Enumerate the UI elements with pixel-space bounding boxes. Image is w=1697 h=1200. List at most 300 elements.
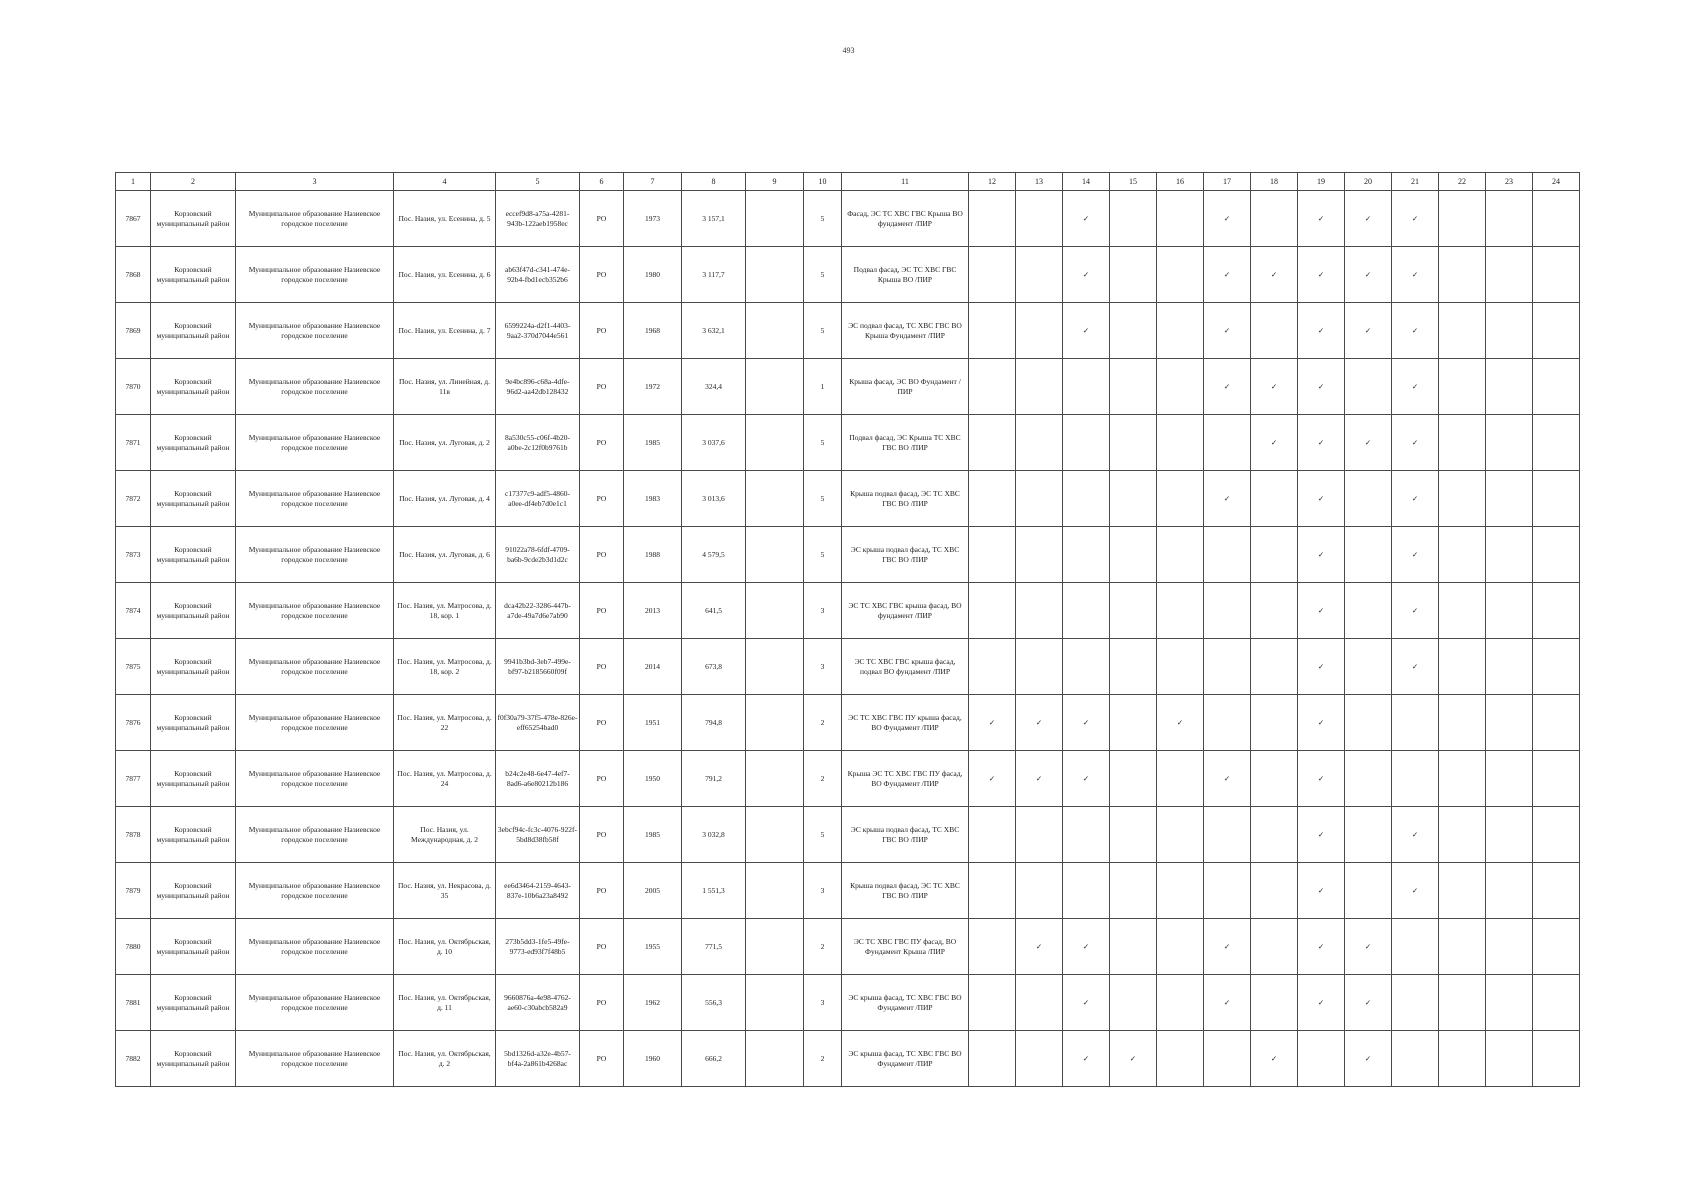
checkmark-icon: ✓ [1392, 471, 1439, 527]
municipality-cell: Муниципальное образование Назиевское городское поселение [236, 415, 394, 471]
floors-cell: 1 [804, 359, 842, 415]
column-header-20: 20 [1345, 173, 1392, 191]
type-cell: РО [580, 415, 624, 471]
empty-cell [1110, 527, 1157, 583]
district-cell: Корзовский муниципальный район [151, 695, 236, 751]
floors-cell: 2 [804, 919, 842, 975]
empty-cell [1439, 751, 1486, 807]
row-number-cell: 7881 [116, 975, 151, 1031]
checkmark-icon: ✓ [1392, 583, 1439, 639]
empty-cell [1157, 415, 1204, 471]
type-cell: РО [580, 247, 624, 303]
empty-cell-col9 [746, 863, 804, 919]
empty-cell [1439, 583, 1486, 639]
empty-cell [1110, 471, 1157, 527]
floors-cell: 5 [804, 247, 842, 303]
address-cell: Пос. Назия, ул. Есенина, д. 7 [394, 303, 496, 359]
empty-cell [969, 975, 1016, 1031]
empty-cell [1063, 639, 1110, 695]
checkmark-icon: ✓ [1298, 639, 1345, 695]
guid-cell: 9e4bc896-c68a-4dfe-96d2-aa42db128432 [496, 359, 580, 415]
district-cell: Корзовский муниципальный район [151, 919, 236, 975]
municipality-cell: Муниципальное образование Назиевское городское поселение [236, 247, 394, 303]
empty-cell [1110, 863, 1157, 919]
year-cell: 1950 [624, 751, 682, 807]
area-cell: 1 551,3 [682, 863, 746, 919]
column-header-14: 14 [1063, 173, 1110, 191]
empty-cell [1063, 471, 1110, 527]
municipality-cell: Муниципальное образование Назиевское городское поселение [236, 751, 394, 807]
empty-cell-col9 [746, 1031, 804, 1087]
row-number-cell: 7871 [116, 415, 151, 471]
checkmark-icon: ✓ [1392, 527, 1439, 583]
page-number: 493 [842, 46, 855, 55]
empty-cell [1486, 975, 1533, 1031]
type-cell: РО [580, 359, 624, 415]
empty-cell [1439, 863, 1486, 919]
checkmark-icon: ✓ [1298, 527, 1345, 583]
empty-cell [1157, 527, 1204, 583]
row-number-cell: 7876 [116, 695, 151, 751]
empty-cell [1439, 807, 1486, 863]
type-cell: РО [580, 303, 624, 359]
floors-cell: 5 [804, 471, 842, 527]
table-row [116, 863, 1580, 919]
empty-cell [1439, 415, 1486, 471]
empty-cell [1157, 863, 1204, 919]
empty-cell [969, 527, 1016, 583]
empty-cell [1345, 863, 1392, 919]
empty-cell [1251, 191, 1298, 247]
type-cell: РО [580, 807, 624, 863]
row-number-cell: 7872 [116, 471, 151, 527]
year-cell: 1968 [624, 303, 682, 359]
empty-cell [1157, 191, 1204, 247]
empty-cell-col9 [746, 751, 804, 807]
table-row [116, 1031, 1580, 1087]
column-header-1: 1 [116, 173, 151, 191]
empty-cell [1486, 1031, 1533, 1087]
empty-cell [969, 359, 1016, 415]
empty-cell [1016, 247, 1063, 303]
empty-cell [1533, 359, 1580, 415]
empty-cell [1157, 975, 1204, 1031]
row-number-cell: 7869 [116, 303, 151, 359]
guid-cell: ab63f47d-c341-474e-92b4-fbd1ecb352b6 [496, 247, 580, 303]
checkmark-icon: ✓ [1298, 695, 1345, 751]
checkmark-icon: ✓ [1063, 303, 1110, 359]
empty-cell [1016, 807, 1063, 863]
row-number-cell: 7868 [116, 247, 151, 303]
table-row [116, 807, 1580, 863]
table-row [116, 975, 1580, 1031]
checkmark-icon: ✓ [1392, 247, 1439, 303]
column-header-18: 18 [1251, 173, 1298, 191]
checkmark-icon: ✓ [1251, 1031, 1298, 1087]
checkmark-icon: ✓ [1204, 359, 1251, 415]
table-row [116, 471, 1580, 527]
empty-cell [1345, 471, 1392, 527]
column-header-17: 17 [1204, 173, 1251, 191]
empty-cell [1110, 975, 1157, 1031]
empty-cell-col9 [746, 583, 804, 639]
area-cell: 3 117,7 [682, 247, 746, 303]
checkmark-icon: ✓ [1251, 415, 1298, 471]
guid-cell: eccef9d8-a75a-4281-943b-122aeb1958ec [496, 191, 580, 247]
empty-cell [1157, 359, 1204, 415]
empty-cell [1204, 415, 1251, 471]
empty-cell [1533, 303, 1580, 359]
floors-cell: 5 [804, 191, 842, 247]
empty-cell [1016, 1031, 1063, 1087]
header-row [116, 173, 1580, 191]
checkmark-icon: ✓ [1392, 191, 1439, 247]
address-cell: Пос. Назия, ул. Октябрьская, д. 11 [394, 975, 496, 1031]
empty-cell [969, 863, 1016, 919]
type-cell: РО [580, 695, 624, 751]
column-header-2: 2 [151, 173, 236, 191]
column-header-12: 12 [969, 173, 1016, 191]
address-cell: Пос. Назия, ул. Луговая, д. 4 [394, 471, 496, 527]
works-cell: ЭС ТС ХВС ГВС ПУ крыша фасад, ВО Фундамент /ПИР [842, 695, 969, 751]
empty-cell [1251, 695, 1298, 751]
works-cell: Крыша подвал фасад, ЭС ТС ХВС ГВС ВО /ПИР [842, 471, 969, 527]
year-cell: 1962 [624, 975, 682, 1031]
checkmark-icon: ✓ [969, 751, 1016, 807]
empty-cell [1486, 415, 1533, 471]
column-header-13: 13 [1016, 173, 1063, 191]
empty-cell [1204, 695, 1251, 751]
column-header-24: 24 [1533, 173, 1580, 191]
checkmark-icon: ✓ [1345, 919, 1392, 975]
area-cell: 4 579,5 [682, 527, 746, 583]
checkmark-icon: ✓ [1016, 919, 1063, 975]
municipality-cell: Муниципальное образование Назиевское городское поселение [236, 1031, 394, 1087]
row-number-cell: 7867 [116, 191, 151, 247]
checkmark-icon: ✓ [1345, 415, 1392, 471]
checkmark-icon: ✓ [1063, 695, 1110, 751]
empty-cell [1110, 415, 1157, 471]
year-cell: 1980 [624, 247, 682, 303]
row-number-cell: 7875 [116, 639, 151, 695]
empty-cell [1486, 639, 1533, 695]
empty-cell [1016, 527, 1063, 583]
district-cell: Корзовский муниципальный район [151, 807, 236, 863]
empty-cell [1110, 919, 1157, 975]
housing-register-table [115, 172, 1580, 1087]
row-number-cell: 7873 [116, 527, 151, 583]
empty-cell [1204, 639, 1251, 695]
checkmark-icon: ✓ [1204, 303, 1251, 359]
empty-cell [1486, 583, 1533, 639]
empty-cell [1063, 807, 1110, 863]
guid-cell: 6599224a-d2f1-4403-9aa2-370d7044e561 [496, 303, 580, 359]
empty-cell [1345, 751, 1392, 807]
empty-cell [1533, 527, 1580, 583]
address-cell: Пос. Назия, ул. Октябрьская, д. 10 [394, 919, 496, 975]
checkmark-icon: ✓ [1392, 807, 1439, 863]
checkmark-icon: ✓ [1204, 975, 1251, 1031]
empty-cell [1392, 919, 1439, 975]
floors-cell: 5 [804, 527, 842, 583]
checkmark-icon: ✓ [1298, 919, 1345, 975]
empty-cell [1533, 807, 1580, 863]
empty-cell [1486, 751, 1533, 807]
empty-cell [1486, 247, 1533, 303]
empty-cell [1392, 751, 1439, 807]
works-cell: ЭС подвал фасад, ТС ХВС ГВС ВО Крыша Фундамент /ПИР [842, 303, 969, 359]
checkmark-icon: ✓ [1345, 303, 1392, 359]
empty-cell [1016, 975, 1063, 1031]
type-cell: РО [580, 471, 624, 527]
works-cell: ЭС крыша подвал фасад, ТС ХВС ГВС ВО /ПИР [842, 527, 969, 583]
address-cell: Пос. Назия, ул. Матросова, д. 18, кор. 2 [394, 639, 496, 695]
address-cell: Пос. Назия, ул. Матросова, д. 24 [394, 751, 496, 807]
works-cell: Крыша фасад, ЭС ВО Фундамент /ПИР [842, 359, 969, 415]
empty-cell [1157, 583, 1204, 639]
checkmark-icon: ✓ [1298, 807, 1345, 863]
empty-cell [1016, 583, 1063, 639]
row-number-cell: 7874 [116, 583, 151, 639]
empty-cell [1204, 863, 1251, 919]
works-cell: ЭС ТС ХВС ГВС крыша фасад, подвал ВО фундамент /ПИР [842, 639, 969, 695]
empty-cell [1157, 303, 1204, 359]
empty-cell [969, 639, 1016, 695]
empty-cell [1110, 695, 1157, 751]
year-cell: 1972 [624, 359, 682, 415]
area-cell: 791,2 [682, 751, 746, 807]
area-cell: 324,4 [682, 359, 746, 415]
empty-cell [1063, 359, 1110, 415]
empty-cell [1345, 807, 1392, 863]
area-cell: 556,3 [682, 975, 746, 1031]
address-cell: Пос. Назия, ул. Октябрьская, д. 2 [394, 1031, 496, 1087]
empty-cell [969, 1031, 1016, 1087]
municipality-cell: Муниципальное образование Назиевское городское поселение [236, 583, 394, 639]
municipality-cell: Муниципальное образование Назиевское городское поселение [236, 807, 394, 863]
works-cell: ЭС крыша фасад, ТС ХВС ГВС ВО Фундамент /ПИР [842, 1031, 969, 1087]
area-cell: 771,5 [682, 919, 746, 975]
checkmark-icon: ✓ [1157, 695, 1204, 751]
floors-cell: 2 [804, 1031, 842, 1087]
column-header-8: 8 [682, 173, 746, 191]
empty-cell-col9 [746, 303, 804, 359]
district-cell: Корзовский муниципальный район [151, 751, 236, 807]
column-header-6: 6 [580, 173, 624, 191]
empty-cell [1251, 863, 1298, 919]
empty-cell [1063, 863, 1110, 919]
year-cell: 1985 [624, 807, 682, 863]
empty-cell [1486, 863, 1533, 919]
empty-cell [1110, 583, 1157, 639]
table-row [116, 527, 1580, 583]
checkmark-icon: ✓ [1298, 751, 1345, 807]
year-cell: 1951 [624, 695, 682, 751]
checkmark-icon: ✓ [1345, 975, 1392, 1031]
empty-cell [1016, 191, 1063, 247]
table-row [116, 639, 1580, 695]
empty-cell-col9 [746, 471, 804, 527]
year-cell: 1955 [624, 919, 682, 975]
guid-cell: ee6d3464-2159-4643-837e-10b6a23a8492 [496, 863, 580, 919]
address-cell: Пос. Назия, ул. Луговая, д. 6 [394, 527, 496, 583]
checkmark-icon: ✓ [1204, 191, 1251, 247]
empty-cell [1345, 359, 1392, 415]
checkmark-icon: ✓ [1392, 415, 1439, 471]
empty-cell [1110, 359, 1157, 415]
empty-cell [1063, 415, 1110, 471]
checkmark-icon: ✓ [1251, 359, 1298, 415]
empty-cell [1251, 919, 1298, 975]
floors-cell: 3 [804, 639, 842, 695]
municipality-cell: Муниципальное образование Назиевское городское поселение [236, 863, 394, 919]
empty-cell [1345, 583, 1392, 639]
checkmark-icon: ✓ [1298, 247, 1345, 303]
floors-cell: 3 [804, 975, 842, 1031]
checkmark-icon: ✓ [1298, 303, 1345, 359]
empty-cell [1345, 639, 1392, 695]
checkmark-icon: ✓ [1251, 247, 1298, 303]
floors-cell: 2 [804, 751, 842, 807]
table-row [116, 303, 1580, 359]
empty-cell [1533, 1031, 1580, 1087]
checkmark-icon: ✓ [1204, 471, 1251, 527]
works-cell: ЭС крыша фасад, ТС ХВС ГВС ВО Фундамент /ПИР [842, 975, 969, 1031]
empty-cell [1533, 695, 1580, 751]
checkmark-icon: ✓ [1204, 751, 1251, 807]
type-cell: РО [580, 1031, 624, 1087]
empty-cell [1016, 303, 1063, 359]
district-cell: Корзовский муниципальный район [151, 471, 236, 527]
table-row [116, 919, 1580, 975]
empty-cell [1251, 303, 1298, 359]
address-cell: Пос. Назия, ул. Матросова, д. 22 [394, 695, 496, 751]
address-cell: Пос. Назия, ул. Матросова, д. 18, кор. 1 [394, 583, 496, 639]
empty-cell [1110, 247, 1157, 303]
district-cell: Корзовский муниципальный район [151, 303, 236, 359]
empty-cell [1392, 1031, 1439, 1087]
empty-cell [1157, 751, 1204, 807]
floors-cell: 5 [804, 303, 842, 359]
empty-cell [1016, 863, 1063, 919]
table-body [116, 191, 1580, 1087]
empty-cell [1439, 303, 1486, 359]
empty-cell [1251, 639, 1298, 695]
guid-cell: f0f30a79-37f5-478e-826e-eff65254bad0 [496, 695, 580, 751]
works-cell: Крыша подвал фасад, ЭС ТС ХВС ГВС ВО /ПИР [842, 863, 969, 919]
empty-cell [1204, 807, 1251, 863]
district-cell: Корзовский муниципальный район [151, 975, 236, 1031]
address-cell: Пос. Назия, ул. Луговая, д. 2 [394, 415, 496, 471]
checkmark-icon: ✓ [1298, 191, 1345, 247]
empty-cell [1016, 415, 1063, 471]
empty-cell [1439, 247, 1486, 303]
empty-cell-col9 [746, 695, 804, 751]
checkmark-icon: ✓ [1110, 1031, 1157, 1087]
empty-cell [1251, 471, 1298, 527]
empty-cell [1533, 751, 1580, 807]
column-header-22: 22 [1439, 173, 1486, 191]
empty-cell [1533, 191, 1580, 247]
checkmark-icon: ✓ [1345, 1031, 1392, 1087]
table-row [116, 695, 1580, 751]
empty-cell [1533, 415, 1580, 471]
year-cell: 1960 [624, 1031, 682, 1087]
empty-cell [1392, 975, 1439, 1031]
checkmark-icon: ✓ [1298, 471, 1345, 527]
empty-cell [1345, 527, 1392, 583]
area-cell: 3 157,1 [682, 191, 746, 247]
empty-cell [1251, 527, 1298, 583]
floors-cell: 3 [804, 863, 842, 919]
empty-cell [1486, 807, 1533, 863]
empty-cell [1392, 695, 1439, 751]
row-number-cell: 7878 [116, 807, 151, 863]
address-cell: Пос. Назия, ул. Есенина, д. 6 [394, 247, 496, 303]
empty-cell [1533, 919, 1580, 975]
works-cell: ЭС крыша подвал фасад, ТС ХВС ГВС ВО /ПИР [842, 807, 969, 863]
checkmark-icon: ✓ [1063, 191, 1110, 247]
district-cell: Корзовский муниципальный район [151, 191, 236, 247]
district-cell: Корзовский муниципальный район [151, 415, 236, 471]
row-number-cell: 7882 [116, 1031, 151, 1087]
column-header-9: 9 [746, 173, 804, 191]
checkmark-icon: ✓ [1016, 695, 1063, 751]
guid-cell: 91022a78-6fdf-4709-ba6b-9cde2b3d1d2c [496, 527, 580, 583]
checkmark-icon: ✓ [1345, 191, 1392, 247]
column-header-19: 19 [1298, 173, 1345, 191]
empty-cell [1157, 919, 1204, 975]
checkmark-icon: ✓ [1204, 919, 1251, 975]
empty-cell [1533, 639, 1580, 695]
works-cell: Подвал фасад, ЭС Крыша ТС ХВС ГВС ВО /ПИР [842, 415, 969, 471]
empty-cell [1439, 639, 1486, 695]
municipality-cell: Муниципальное образование Назиевское городское поселение [236, 471, 394, 527]
area-cell: 794,8 [682, 695, 746, 751]
row-number-cell: 7877 [116, 751, 151, 807]
empty-cell [1486, 471, 1533, 527]
empty-cell [969, 919, 1016, 975]
empty-cell [1533, 247, 1580, 303]
column-header-21: 21 [1392, 173, 1439, 191]
year-cell: 1983 [624, 471, 682, 527]
empty-cell [1439, 919, 1486, 975]
type-cell: РО [580, 527, 624, 583]
municipality-cell: Муниципальное образование Назиевское городское поселение [236, 639, 394, 695]
address-cell: Пос. Назия, ул. Линейная, д. 11в [394, 359, 496, 415]
municipality-cell: Муниципальное образование Назиевское городское поселение [236, 303, 394, 359]
checkmark-icon: ✓ [1063, 1031, 1110, 1087]
empty-cell [969, 471, 1016, 527]
column-header-7: 7 [624, 173, 682, 191]
works-cell: ЭС ТС ХВС ГВС ПУ фасад, ВО Фундамент Крыша /ПИР [842, 919, 969, 975]
empty-cell [1439, 191, 1486, 247]
checkmark-icon: ✓ [1298, 975, 1345, 1031]
empty-cell [1486, 303, 1533, 359]
guid-cell: b24c2e48-6e47-4ef7-8ad6-a6e80212b186 [496, 751, 580, 807]
address-cell: Пос. Назия, ул. Некрасова, д. 35 [394, 863, 496, 919]
checkmark-icon: ✓ [1298, 863, 1345, 919]
area-cell: 3 013,6 [682, 471, 746, 527]
row-number-cell: 7879 [116, 863, 151, 919]
row-number-cell: 7880 [116, 919, 151, 975]
checkmark-icon: ✓ [1016, 751, 1063, 807]
district-cell: Корзовский муниципальный район [151, 863, 236, 919]
empty-cell [1439, 695, 1486, 751]
empty-cell [969, 191, 1016, 247]
empty-cell [1016, 471, 1063, 527]
municipality-cell: Муниципальное образование Назиевское городское поселение [236, 191, 394, 247]
